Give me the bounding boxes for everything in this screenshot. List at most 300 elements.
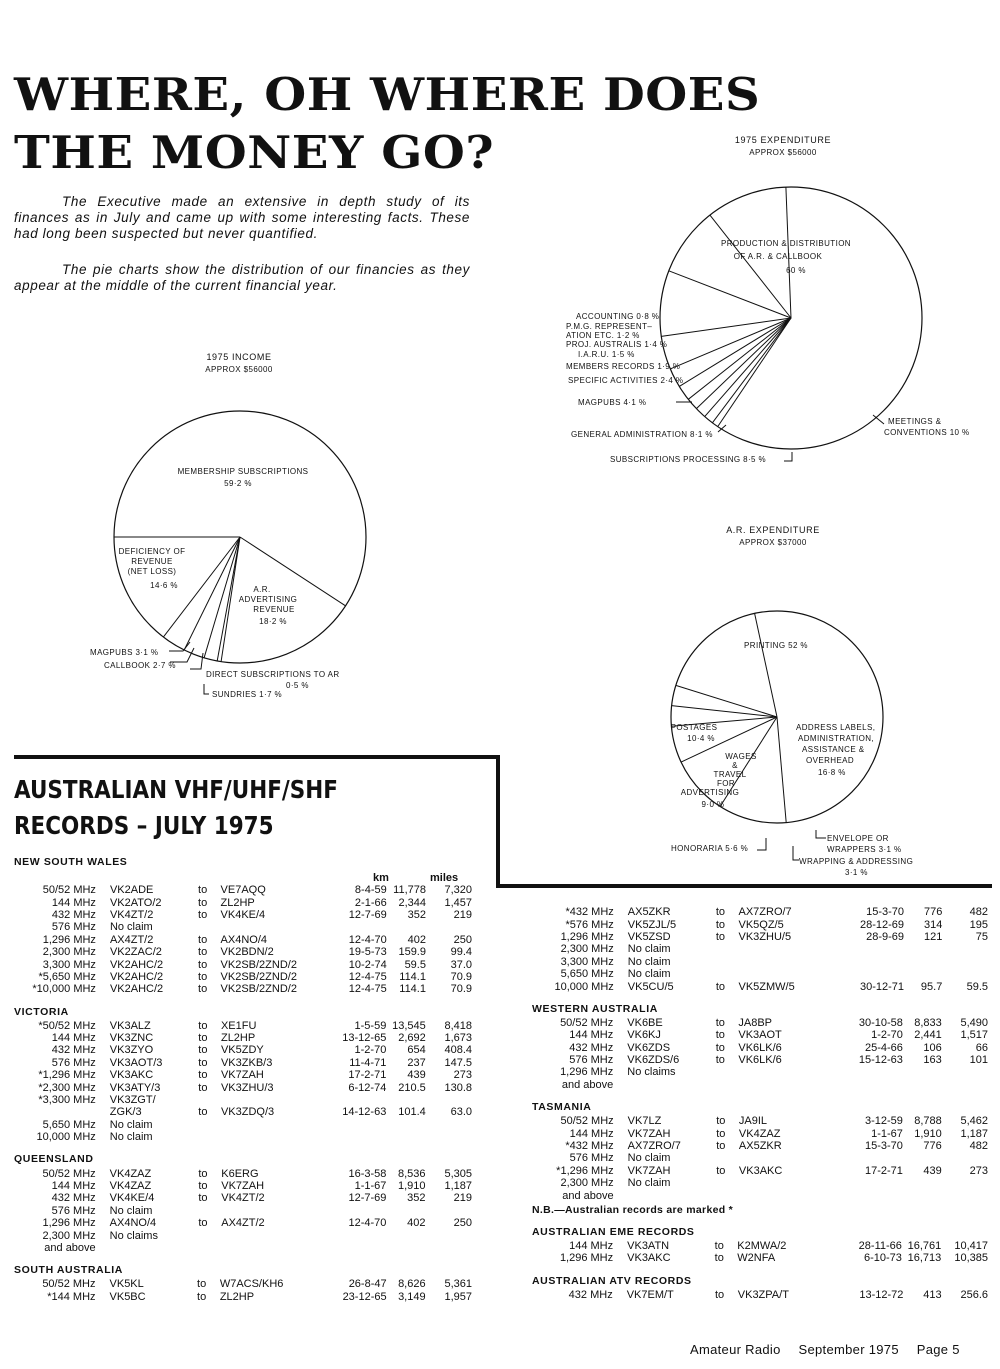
band-cell: 432 MHz xyxy=(569,1041,614,1054)
station-cell: AX4NO/4 xyxy=(109,1217,157,1230)
ar-label-wages-5: ADVERTISING xyxy=(680,788,740,797)
record-row xyxy=(14,1044,472,1056)
km-cell xyxy=(386,1131,425,1143)
miles-cell xyxy=(425,1205,472,1217)
km-cell xyxy=(903,1189,942,1201)
date-cell: 15-3-70 xyxy=(864,1140,903,1153)
to-cell: to xyxy=(715,918,726,931)
band-cell: 2,300 MHz xyxy=(42,1229,96,1242)
band-cell: 576 MHz xyxy=(51,921,96,934)
km-cell: 101.4 xyxy=(398,1106,426,1119)
station-cell: VK3ATY/3 xyxy=(109,1081,161,1094)
worked-station-cell: VK3AOT xyxy=(738,1029,782,1042)
station-cell: VK2ZAC/2 xyxy=(109,946,162,959)
band-cell: 576 MHz xyxy=(51,1204,96,1217)
record-row xyxy=(14,1032,472,1044)
exp-slice-boundary-5 xyxy=(670,318,791,369)
date-cell xyxy=(334,1229,387,1241)
ar-value-honoraria: 5·6 % xyxy=(725,844,749,853)
record-row xyxy=(14,946,472,958)
km-cell xyxy=(386,1229,425,1241)
date-cell: 1-1-67 xyxy=(871,1127,903,1140)
station-cell: No claim xyxy=(109,921,153,934)
miles-cell: 5,490 xyxy=(960,1016,988,1029)
band-cell: 432 MHz xyxy=(51,1044,96,1057)
station-cell: VK4ZT/2 xyxy=(109,908,154,921)
km-cell: 1,910 xyxy=(397,1180,426,1192)
exp-value-specific: 2·4 % xyxy=(660,376,684,385)
station-cell: AX7ZRO/7 xyxy=(627,1140,681,1153)
band-cell: *1,296 MHz xyxy=(38,1069,96,1082)
station-cell: No claim xyxy=(627,968,671,981)
miles-cell: 195 xyxy=(969,918,988,931)
band-cell: *576 MHz xyxy=(565,918,614,931)
ar-slice-boundary-1 xyxy=(755,613,777,717)
date-cell: 13-12-65 xyxy=(342,1032,387,1045)
date-cell: 13-12-72 xyxy=(859,1288,904,1301)
band-cell: 144 MHz xyxy=(569,1240,614,1252)
worked-station-cell: VK3ZHU/3 xyxy=(220,1081,274,1094)
records-table xyxy=(14,1278,472,1303)
band-cell: 10,000 MHz xyxy=(554,980,614,993)
miles-cell: 273 xyxy=(453,1069,472,1082)
ar-slice-boundary-2 xyxy=(676,685,777,717)
to-cell xyxy=(198,1205,221,1217)
ar-label-postages: POSTAGES xyxy=(670,723,718,732)
band-cell: and above xyxy=(44,1241,96,1254)
exp-label-pmg-2: ATION ETC. 1·2 % xyxy=(566,331,640,340)
headline-line-2: THE MONEY GO? xyxy=(14,126,495,179)
exp-slice-boundary-6 xyxy=(679,318,791,386)
station-cell: VK2AHC/2 xyxy=(109,958,164,971)
worked-station-cell: VK3AKC xyxy=(738,1164,783,1177)
band-cell: 1,296 MHz xyxy=(42,933,96,946)
station-cell: VK4ZAZ xyxy=(109,1180,152,1192)
exp-value-general: 8·1 % xyxy=(690,430,713,439)
record-row xyxy=(532,1289,988,1301)
worked-station-cell: VK5ZDY xyxy=(220,1044,264,1057)
record-row xyxy=(14,1057,472,1069)
income-value-callbook: 2·7 % xyxy=(152,661,176,670)
band-cell: 3,300 MHz xyxy=(42,958,96,971)
date-cell: 1-5-59 xyxy=(354,1019,387,1032)
miles-cell xyxy=(942,943,988,955)
exp-value-iaru: 1·5 % xyxy=(611,350,635,359)
band-cell: 5,650 MHz xyxy=(560,968,614,981)
record-row xyxy=(14,983,472,995)
exp-label-iaru xyxy=(578,350,635,359)
record-row xyxy=(14,1205,472,1217)
exp-label-subscriptions-name: SUBSCRIPTIONS PROCESSING xyxy=(610,455,741,464)
date-cell xyxy=(850,1066,903,1078)
miles-cell xyxy=(942,1189,988,1201)
date-cell: 12-4-70 xyxy=(348,933,387,946)
ar-slice-boundary-3 xyxy=(672,706,777,717)
km-cell xyxy=(387,921,426,933)
record-row xyxy=(532,1165,988,1177)
date-cell: 6-12-74 xyxy=(348,1081,387,1094)
km-cell xyxy=(904,968,942,980)
ar-value-printing: 52 % xyxy=(788,641,808,650)
miles-cell: 1,457 xyxy=(444,896,472,909)
km-cell xyxy=(903,1152,942,1164)
income-slice-boundary-4 xyxy=(204,537,240,658)
to-cell: to xyxy=(715,930,726,943)
date-cell: 16-3-58 xyxy=(348,1167,387,1180)
exp-slice-boundary-9 xyxy=(705,318,791,417)
miles-cell: 37.0 xyxy=(450,958,472,971)
exp-value-production: 60 % xyxy=(786,266,806,275)
records-title-line-2: RECORDS – JULY 1975 xyxy=(14,811,274,840)
km-cell: 8,833 xyxy=(914,1016,942,1029)
km-cell: 352 xyxy=(407,1192,426,1205)
record-row xyxy=(14,1119,472,1131)
section-heading: NEW SOUTH WALES xyxy=(14,856,128,868)
band-cell: 10,000 MHz xyxy=(36,1131,96,1144)
date-cell xyxy=(851,943,904,955)
band-cell: 1,296 MHz xyxy=(560,1066,614,1079)
to-cell xyxy=(198,1131,221,1143)
station-cell: No claim xyxy=(627,955,671,968)
worked-station-cell: VK5ZMW/5 xyxy=(738,980,795,993)
ar-label-wages-3: TRAVEL xyxy=(713,770,747,779)
records-left-column xyxy=(14,884,472,1303)
date-cell: 1-1-67 xyxy=(354,1180,387,1192)
band-cell: *10,000 MHz xyxy=(32,983,96,996)
income-label-advertising-1: A.R. xyxy=(253,585,271,594)
worked-station-cell: VE7AQQ xyxy=(220,884,266,897)
ar-value-postages: 10·4 % xyxy=(687,734,715,743)
worked-station-cell xyxy=(739,1177,850,1189)
to-cell: to xyxy=(198,983,208,996)
worked-station-cell xyxy=(739,1189,850,1201)
worked-station-cell: VK2SB/2ZND/2 xyxy=(220,958,297,971)
km-cell: 114.1 xyxy=(399,983,426,996)
band-cell: 2,300 MHz xyxy=(560,1177,614,1190)
band-cell: *3,300 MHz xyxy=(38,1094,96,1107)
miles-cell: 59.5 xyxy=(966,980,988,993)
station-cell: VK3AOT/3 xyxy=(109,1056,163,1069)
record-row xyxy=(532,1029,988,1041)
record-row xyxy=(14,1167,472,1179)
to-cell: to xyxy=(198,1081,208,1094)
exp-label-production-2: OF A.R. & CALLBOOK xyxy=(733,252,823,261)
miles-cell xyxy=(942,956,988,968)
station-cell: VK2AHC/2 xyxy=(109,983,164,996)
band-cell: 50/52 MHz xyxy=(560,1016,614,1029)
date-cell: 14-12-63 xyxy=(342,1106,387,1119)
to-cell: to xyxy=(715,980,726,993)
exp-label-australis-name: PROJ. AUSTRALIS xyxy=(566,340,642,349)
exp-label-iaru-name: I.A.R.U. xyxy=(578,350,610,359)
ar-value-envelope: 3·1 % xyxy=(878,845,902,854)
to-cell: to xyxy=(714,1240,724,1252)
km-cell: 59.5 xyxy=(404,958,426,971)
expenditure-subtitle: APPROX $56000 xyxy=(749,148,817,157)
records-note: N.B.—Australian records are marked * xyxy=(532,1203,734,1216)
ar-label-address-3: ASSISTANCE & xyxy=(802,745,865,754)
exp-label-magpubs-name: MAGPUBS xyxy=(578,398,621,407)
record-row xyxy=(532,1127,988,1139)
km-cell: 237 xyxy=(407,1056,426,1069)
income-label-sundries-name: SUNDRIES xyxy=(212,690,257,699)
record-row xyxy=(532,1152,988,1164)
km-cell: 159.9 xyxy=(398,946,426,959)
date-cell: 1-2-70 xyxy=(354,1044,387,1057)
station-cell: No claim xyxy=(109,1204,153,1217)
date-cell: 17-2-71 xyxy=(348,1069,387,1082)
worked-station-cell: AX7ZRO/7 xyxy=(738,906,792,919)
pie-ar-expenditure xyxy=(671,525,914,877)
ar-slice-boundary-0 xyxy=(777,717,786,823)
record-row xyxy=(532,943,988,955)
miles-cell: 219 xyxy=(453,1192,472,1205)
ar-label-wages-1: WAGES xyxy=(725,752,757,761)
worked-station-cell xyxy=(221,1131,333,1143)
to-cell xyxy=(716,1177,739,1189)
footer-magazine: Amateur Radio xyxy=(690,1342,781,1357)
station-cell: No claims xyxy=(627,1066,676,1079)
income-label-membership: MEMBERSHIP SUBSCRIPTIONS xyxy=(177,467,309,476)
date-cell xyxy=(333,1094,386,1106)
station-cell: VK3ZGT/ xyxy=(109,1094,156,1107)
record-row xyxy=(14,1278,472,1290)
km-cell xyxy=(903,1177,942,1189)
miles-cell: 8,418 xyxy=(444,1019,472,1032)
exp-value-pmg: 1·2 % xyxy=(616,331,640,340)
records-table xyxy=(532,1017,988,1091)
date-cell: 12-7-69 xyxy=(348,908,387,921)
band-cell: 144 MHz xyxy=(51,1032,96,1045)
date-cell: 30-12-71 xyxy=(859,980,905,993)
income-value-sundries: 1·7 % xyxy=(259,690,283,699)
record-row xyxy=(532,1240,988,1252)
to-cell: to xyxy=(716,1115,726,1128)
record-row xyxy=(532,1079,988,1091)
section-heading: VICTORIA xyxy=(14,1005,69,1018)
km-cell: 402 xyxy=(407,1217,426,1230)
ar-subtitle: APPROX $37000 xyxy=(739,538,807,547)
to-cell: to xyxy=(198,896,208,909)
station-cell: VK5ZSD xyxy=(627,930,671,943)
km-cell: 1,910 xyxy=(914,1127,942,1140)
miles-cell: 250 xyxy=(453,933,472,946)
record-row xyxy=(14,1131,472,1143)
worked-station-cell: AX4NO/4 xyxy=(220,933,267,946)
km-cell: 413 xyxy=(923,1288,942,1301)
record-row xyxy=(532,968,988,980)
band-cell: 432 MHz xyxy=(568,1288,613,1301)
to-cell: to xyxy=(197,1290,207,1303)
miles-cell: 1,957 xyxy=(444,1290,472,1303)
band-cell: 576 MHz xyxy=(51,1056,96,1069)
band-cell: *5,650 MHz xyxy=(38,970,96,983)
worked-station-cell: VK2BDN/2 xyxy=(220,946,274,959)
band-cell: 432 MHz xyxy=(51,1192,96,1205)
station-cell: VK6KJ xyxy=(627,1029,661,1042)
km-cell: 114.1 xyxy=(399,970,426,983)
to-cell xyxy=(198,1229,221,1241)
headline-line-1: WHERE, OH WHERE DOES xyxy=(14,68,761,121)
income-label-deficiency-1: DEFICIENCY OF xyxy=(118,547,186,556)
band-cell: *432 MHz xyxy=(565,906,614,919)
record-row xyxy=(532,1177,988,1189)
income-label-sundries xyxy=(212,690,282,699)
page-footer xyxy=(690,1342,960,1357)
to-cell xyxy=(716,968,739,980)
exp-value-australis: 1·4 % xyxy=(644,340,668,349)
km-cell xyxy=(904,943,942,955)
worked-station-cell: W7ACS/KH6 xyxy=(219,1278,284,1291)
band-cell: 576 MHz xyxy=(569,1152,614,1165)
to-cell: to xyxy=(716,1127,726,1140)
to-cell: to xyxy=(198,1180,208,1192)
km-cell: 402 xyxy=(407,933,426,946)
exp-label-production-1: PRODUCTION & DISTRIBUTION xyxy=(720,239,852,248)
miles-cell xyxy=(426,1119,472,1131)
miles-cell: 1,673 xyxy=(444,1032,472,1045)
to-cell: to xyxy=(715,1054,725,1067)
km-cell xyxy=(903,1066,942,1078)
to-cell xyxy=(716,1152,739,1164)
to-cell xyxy=(198,921,221,933)
worked-station-cell: ZL2HP xyxy=(220,896,255,909)
station-cell: VK5KL xyxy=(109,1278,144,1291)
record-row xyxy=(532,918,988,930)
exp-label-subscriptions xyxy=(610,455,766,464)
ar-label-envelope-2: WRAPPERS 3·1 % xyxy=(827,845,902,854)
miles-cell: 70.9 xyxy=(450,970,472,983)
station-cell: No claim xyxy=(627,1152,671,1165)
to-cell xyxy=(716,1066,739,1078)
station-cell: VK7ZAH xyxy=(627,1127,671,1140)
band-cell: 1,296 MHz xyxy=(559,1252,614,1265)
date-cell: 17-2-71 xyxy=(864,1164,903,1177)
intro-paragraph-1: The Executive made an extensive in depth study of its finances as in July and came up with some interesting facts. These had long been suspected but never quantified. xyxy=(14,194,470,241)
date-cell: 12-4-75 xyxy=(348,983,387,996)
station-cell: AX5ZKR xyxy=(627,906,671,919)
worked-station-cell: VK2SB/2ZND/2 xyxy=(220,983,297,996)
km-cell: 210.5 xyxy=(398,1081,426,1094)
to-cell xyxy=(716,943,739,955)
ar-label-wrapping: WRAPPING & ADDRESSING xyxy=(799,857,914,866)
exp-label-specific xyxy=(568,376,683,385)
km-cell: 654 xyxy=(407,1044,426,1057)
miles-cell: 63.0 xyxy=(450,1106,472,1119)
station-cell: VK2ADE xyxy=(109,884,154,897)
date-cell: 3-12-59 xyxy=(864,1115,903,1128)
ar-value-wages: 9·0 % xyxy=(701,800,725,809)
date-cell xyxy=(851,956,904,968)
date-cell: 15-12-63 xyxy=(858,1054,903,1067)
record-row xyxy=(532,931,988,943)
to-cell: to xyxy=(198,958,208,971)
to-cell: to xyxy=(198,1069,208,1082)
to-cell xyxy=(198,1094,221,1106)
record-row xyxy=(532,956,988,968)
ar-label-printing-name: PRINTING xyxy=(744,641,786,650)
to-cell: to xyxy=(198,1019,208,1032)
date-cell: 6-10-73 xyxy=(863,1252,902,1265)
section-heading: AUSTRALIAN ATV RECORDS xyxy=(532,1274,692,1287)
record-row xyxy=(532,1017,988,1029)
record-row xyxy=(14,1217,472,1229)
km-cell: 2,344 xyxy=(398,896,426,909)
exp-value-magpubs: 4·1 % xyxy=(623,398,647,407)
station-cell: VK3ZNC xyxy=(109,1032,154,1045)
miles-cell: 10,385 xyxy=(954,1252,988,1265)
km-cell xyxy=(386,1119,425,1131)
to-cell: to xyxy=(198,908,208,921)
band-cell xyxy=(14,1106,110,1118)
band-cell: 144 MHz xyxy=(51,1180,96,1192)
worked-station-cell: VK3ZHU/5 xyxy=(738,930,792,943)
to-cell: to xyxy=(715,1016,725,1029)
ar-label-printing xyxy=(744,641,808,650)
miles-cell: 1,517 xyxy=(960,1029,988,1042)
miles-cell xyxy=(425,1229,472,1241)
worked-station-cell xyxy=(221,1205,333,1217)
income-label-callbook-name: CALLBOOK xyxy=(104,661,151,670)
miles-cell: 219 xyxy=(453,908,472,921)
to-cell: to xyxy=(715,906,726,919)
income-label-deficiency-2: REVENUE xyxy=(131,557,173,566)
band-cell: 576 MHz xyxy=(569,1054,614,1067)
record-row xyxy=(14,1020,472,1032)
km-cell: 13,545 xyxy=(392,1019,426,1032)
worked-station-cell xyxy=(738,1066,849,1078)
km-cell xyxy=(903,1079,942,1091)
miles-cell xyxy=(426,1131,472,1143)
miles-cell: 5,305 xyxy=(444,1167,472,1180)
to-cell xyxy=(198,1242,221,1254)
income-label-deficiency-3: (NET LOSS) xyxy=(127,567,177,576)
records-title-line-1: AUSTRALIAN VHF/UHF/SHF xyxy=(14,775,338,804)
km-cell: 439 xyxy=(923,1164,942,1177)
section-heading: TASMANIA xyxy=(532,1101,592,1114)
miles-cell: 408.4 xyxy=(444,1044,472,1057)
station-cell: VK3ZYO xyxy=(109,1044,154,1057)
record-row xyxy=(14,921,472,933)
footer-issue: September 1975 xyxy=(798,1342,899,1357)
date-cell: 8-4-59 xyxy=(354,884,387,897)
date-cell xyxy=(334,921,386,933)
worked-station-cell: VK3ZDQ/3 xyxy=(220,1106,275,1119)
exp-label-general-name: GENERAL ADMINISTRATION xyxy=(571,430,688,439)
to-cell: to xyxy=(198,933,208,946)
miles-cell: 250 xyxy=(453,1217,472,1230)
km-cell: 3,149 xyxy=(398,1290,426,1303)
to-cell: to xyxy=(198,1056,208,1069)
exp-value-accounting: 0·8 % xyxy=(636,312,660,321)
income-label-callbook xyxy=(104,661,176,670)
date-cell: 11-4-71 xyxy=(349,1056,387,1069)
worked-station-cell xyxy=(221,921,335,933)
to-cell: to xyxy=(198,1044,208,1057)
miles-cell: 99.4 xyxy=(450,946,472,959)
exp-label-members xyxy=(566,362,680,371)
worked-station-cell xyxy=(738,956,850,968)
date-cell: 28-12-69 xyxy=(859,918,905,931)
date-cell xyxy=(850,1189,903,1201)
band-cell: and above xyxy=(561,1078,614,1091)
worked-station-cell xyxy=(738,968,850,980)
miles-cell xyxy=(942,1152,988,1164)
worked-station-cell: K2MWA/2 xyxy=(737,1240,787,1252)
ar-value-wrapping: 3·1 % xyxy=(845,868,868,877)
record-row xyxy=(14,896,472,908)
station-cell: VK3ALZ xyxy=(109,1019,151,1032)
